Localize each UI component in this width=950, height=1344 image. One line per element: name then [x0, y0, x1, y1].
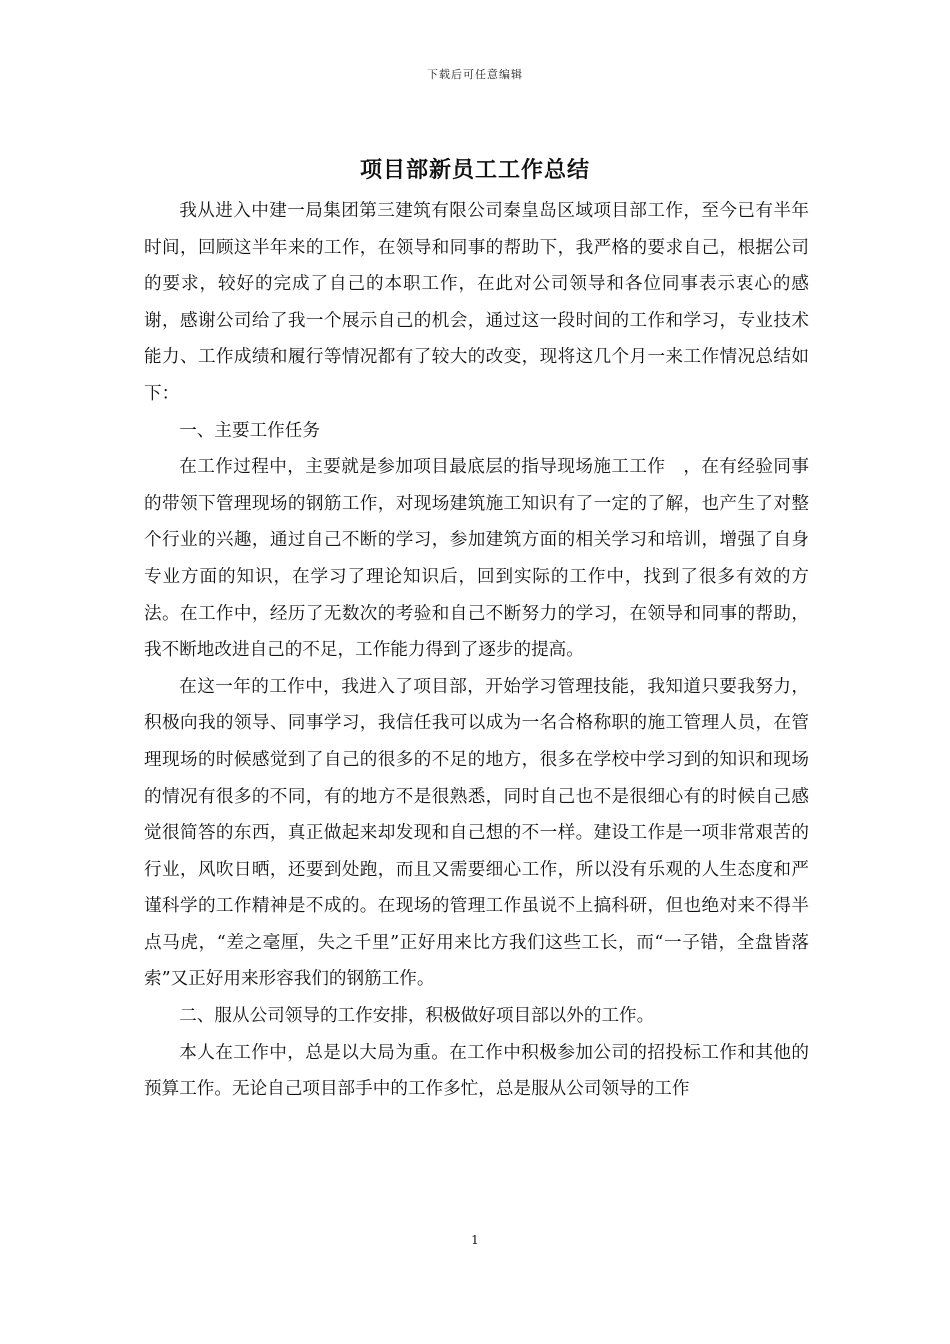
section-heading-1: 一、主要工作任务	[179, 420, 320, 441]
paragraph-work-process: 在工作过程中，主要就是参加项目最底层的指导现场施工工作 ，在有经验同事的带领下管理现场的钢筋工作，对现场建筑施工知识有了一定的了解，也产生了对整个行业的兴趣，通过自己不断的学习，参加建筑方面的相关学习和培训，增强了自身专业方面的知识，在学习了理论知识后，回到实际的工作中，找到了很多有效的方法。在工作中，经历了无数次的考验和自己不断努力的学习，在领导和同事的帮助，我不断地改进自己的不足，工作能力得到了逐步的提高。	[144, 457, 809, 661]
paragraph-company-work: 本人在工作中，总是以大局为重。在工作中积极参加公司的招投标工作和其他的预算工作。无论自己项目部手中的工作多忙，总是服从公司领导的工作	[144, 1042, 809, 1100]
document-body	[144, 193, 809, 1108]
paragraph-intro: 我从进入中建一局集团第三建筑有限公司秦皇岛区域项目部工作，至今已有半年时间，回顾这半年来的工作，在领导和同事的帮助下，我严格的要求自己，根据公司的要求，较好的完成了自己的本职工作，在此对公司领导和各位同事表示衷心的感谢，感谢公司给了我一个展示自己的机会，通过这一段时间的工作和学习，专业技术能力、工作成绩和履行等情况都有了较大的改变，现将这几个月一来工作情况总结如下：	[144, 201, 809, 404]
page-number: 1	[471, 1233, 479, 1247]
document-title: 项目部新员工工作总结	[359, 157, 590, 183]
paragraph-year-review: 在这一年的工作中，我进入了项目部，开始学习管理技能，我知道只要我努力，积极向我的领导、同事学习，我信任我可以成为一名合格称职的施工管理人员，在管理现场的时候感觉到了自己的很多的不足的地方，很多在学校中学习到的知识和现场的情况有很多的不同，有的地方不是很熟悉，同时自己也不是很细心有的时候自己感觉很简答的东西，真正做起来却发现和自己想的不一样。建设工作是一项非常艰苦的行业，风吹日晒，还要到处跑，而且又需要细心工作，所以没有乐观的人生态度和严谨科学的工作精神是不成的。在现场的管理工作虽说不上搞科研，但也绝对来不得半点马虎，“差之毫厘，失之千里”正好用来比方我们这些工长，而“一子错，全盘皆落索”又正好用来形容我们的钢筋工作。	[144, 676, 809, 990]
header-note: 下载后可任意编辑	[427, 68, 523, 81]
section-heading-2: 二、服从公司领导的工作安排，积极做好项目部以外的工作。	[179, 1006, 655, 1027]
